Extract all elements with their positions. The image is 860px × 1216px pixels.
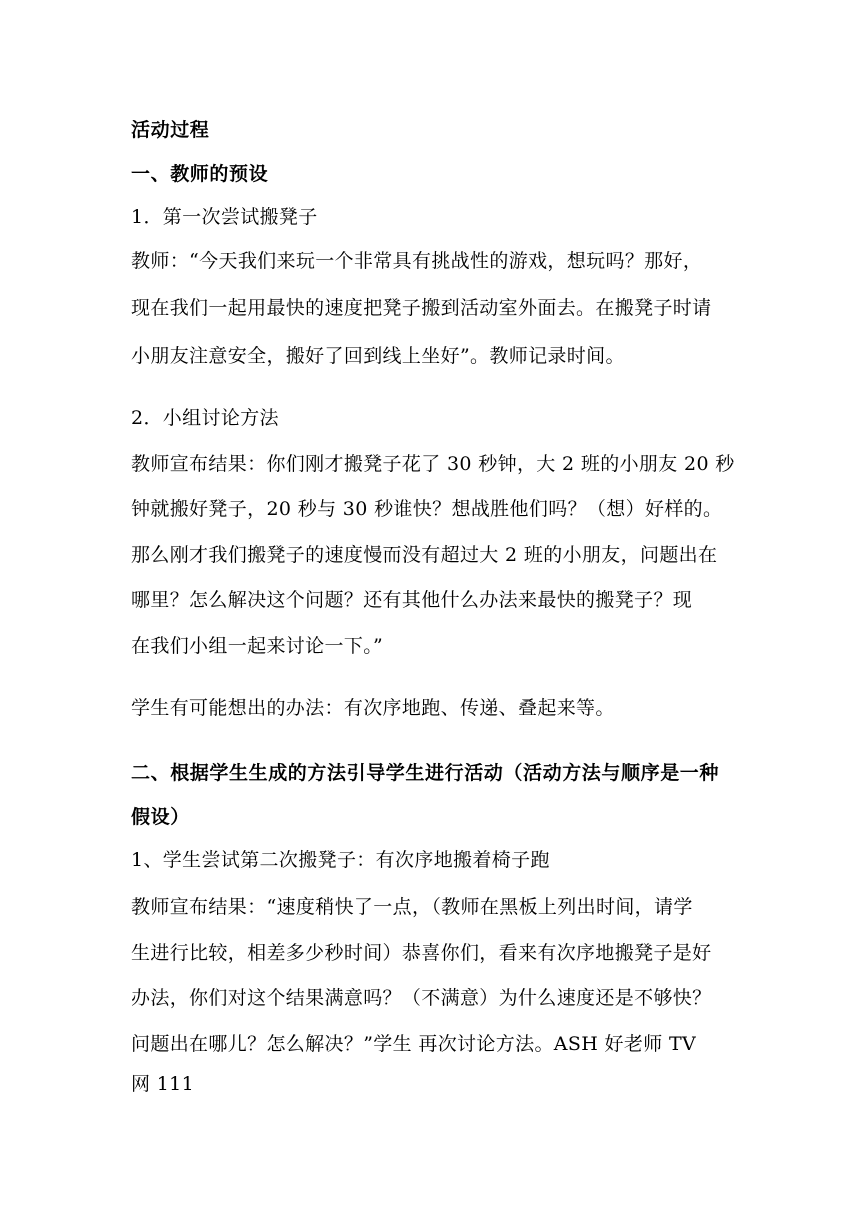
item-2-title: 2．小组讨论方法: [131, 407, 279, 429]
activity-heading: 活动过程: [131, 119, 210, 141]
item-2-paragraph-line: 哪里？怎么解决这个问题？还有其他什么办法来最快的搬凳子？现: [131, 589, 693, 611]
item-1-title: 1．第一次尝试搬凳子: [131, 206, 318, 228]
item-3-title: 1、学生尝试第二次搬凳子：有次序地搬着椅子跑: [131, 849, 550, 871]
item-2-paragraph-line: 在我们小组一起来讨论一下。”: [131, 635, 384, 657]
item-2-paragraph-line: 教师宣布结果：你们刚才搬凳子花了 30 秒钟，大 2 班的小朋友 20 秒: [131, 453, 735, 475]
section-2-title-line: 二、根据学生生成的方法引导学生进行活动（活动方法与顺序是一种: [131, 762, 720, 784]
item-3-paragraph-line: 问题出在哪儿？怎么解决？”学生 再次讨论方法。ASH 好老师 TV: [131, 1033, 697, 1055]
item-1-paragraph-line: 小朋友注意安全，搬好了回到线上坐好”。教师记录时间。: [131, 345, 625, 367]
section-2-title-line: 假设）: [131, 806, 190, 828]
item-3-paragraph-line: 网 111: [131, 1073, 195, 1095]
item-2-paragraph-line: 钟就搬好凳子，20 秒与 30 秒谁快？想战胜他们吗？（想）好样的。: [131, 498, 723, 520]
item-3-paragraph-line: 教师宣布结果：“速度稍快了一点，（教师在黑板上列出时间，请学: [131, 896, 693, 918]
item-3-paragraph-line: 生进行比较，相差多少秒时间）恭喜你们，看来有次序地搬凳子是好: [131, 942, 712, 964]
section-1-title: 一、教师的预设: [131, 163, 269, 185]
item-2-paragraph-line: 那么刚才我们搬凳子的速度慢而没有超过大 2 班的小朋友，问题出在: [131, 544, 718, 566]
item-1-paragraph-line: 现在我们一起用最快的速度把凳子搬到活动室外面去。在搬凳子时请: [131, 297, 712, 319]
item-3-paragraph-line: 办法，你们对这个结果满意吗？（不满意）为什么速度还是不够快？: [131, 987, 712, 1009]
student-ideas: 学生有可能想出的办法：有次序地跑、传递、叠起来等。: [131, 697, 615, 719]
item-1-paragraph-line: 教师：“今天我们来玩一个非常具有挑战性的游戏，想玩吗？那好，: [131, 250, 703, 272]
